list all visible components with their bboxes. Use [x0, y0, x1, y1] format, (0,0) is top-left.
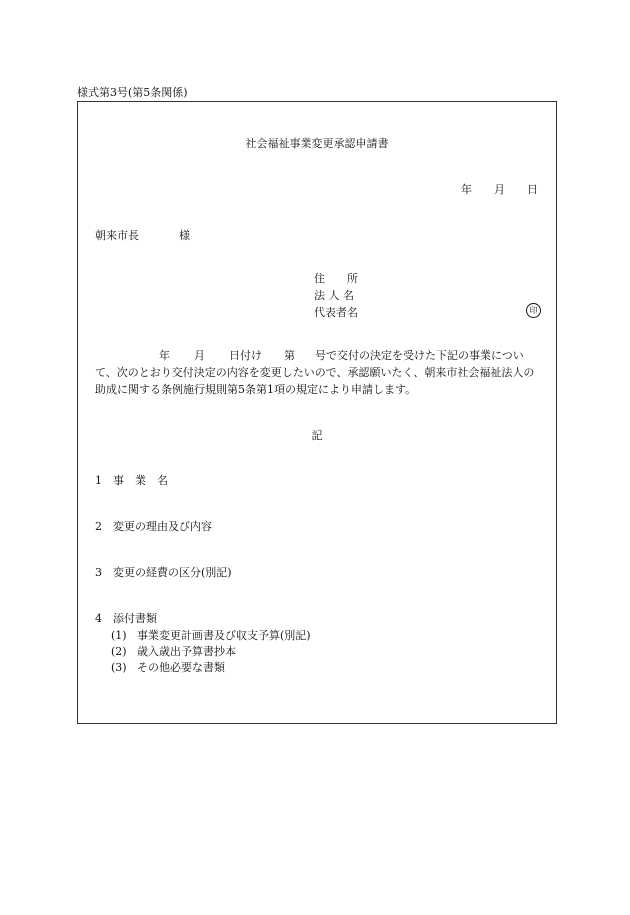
- attachment-2: [111, 643, 236, 659]
- attachment-3: [111, 659, 225, 675]
- item-label: 事 業 名: [113, 474, 168, 487]
- addressee-honorific: 様: [179, 229, 190, 242]
- attachment-number: (3): [111, 661, 127, 674]
- body-dated: 日付け: [229, 349, 262, 362]
- body-paragraph: [95, 347, 541, 398]
- application-form-frame: [77, 101, 557, 724]
- addressee-name: 朝来市長: [95, 229, 139, 242]
- date-line: [461, 181, 538, 197]
- applicant-representative-label: 代表者名: [314, 306, 358, 319]
- item-label: 添付書類: [113, 612, 157, 625]
- body-text: 号で交付の決定を受けた下記の事業について、次のとおり交付決定の内容を変更したいので、承認願いたく、朝来市社会福祉法人の助成に関する条例施行規則第5条第1項の規定により申請します。: [95, 349, 535, 396]
- attachment-label: その他必要な書類: [137, 661, 225, 674]
- attachment-1: [111, 627, 311, 643]
- item-number: 4: [95, 612, 102, 625]
- item-3: [95, 564, 232, 580]
- item-number: 2: [95, 520, 102, 533]
- body-number-prefix: 第: [284, 349, 295, 362]
- item-number: 3: [95, 566, 102, 579]
- applicant-corporation-label: 法 人 名: [314, 289, 354, 302]
- applicant-address-label: 住 所: [314, 272, 358, 285]
- item-2: [95, 518, 212, 534]
- date-year: 年: [461, 183, 472, 196]
- form-number-label: 様式第3号(第5条関係): [77, 86, 188, 99]
- addressee: [95, 227, 190, 243]
- seal-mark: 印: [526, 303, 541, 318]
- attachment-label: 歳入歳出予算書抄本: [137, 645, 236, 658]
- attachment-number: (2): [111, 645, 127, 658]
- item-number: 1: [95, 474, 102, 487]
- date-month: 月: [494, 183, 505, 196]
- item-4: [95, 610, 157, 626]
- document-title: 社会福祉事業変更承認申請書: [245, 137, 389, 150]
- item-1: [95, 472, 168, 488]
- date-day: 日: [527, 183, 538, 196]
- item-label: 変更の理由及び内容: [113, 520, 212, 533]
- attachment-label: 事業変更計画書及び収支予算(別記): [137, 629, 311, 642]
- attachment-number: (1): [111, 629, 127, 642]
- body-year: 年: [159, 349, 170, 362]
- ki-label: 記: [311, 429, 323, 442]
- item-label: 変更の経費の区分(別記): [113, 566, 232, 579]
- body-month: 月: [194, 349, 205, 362]
